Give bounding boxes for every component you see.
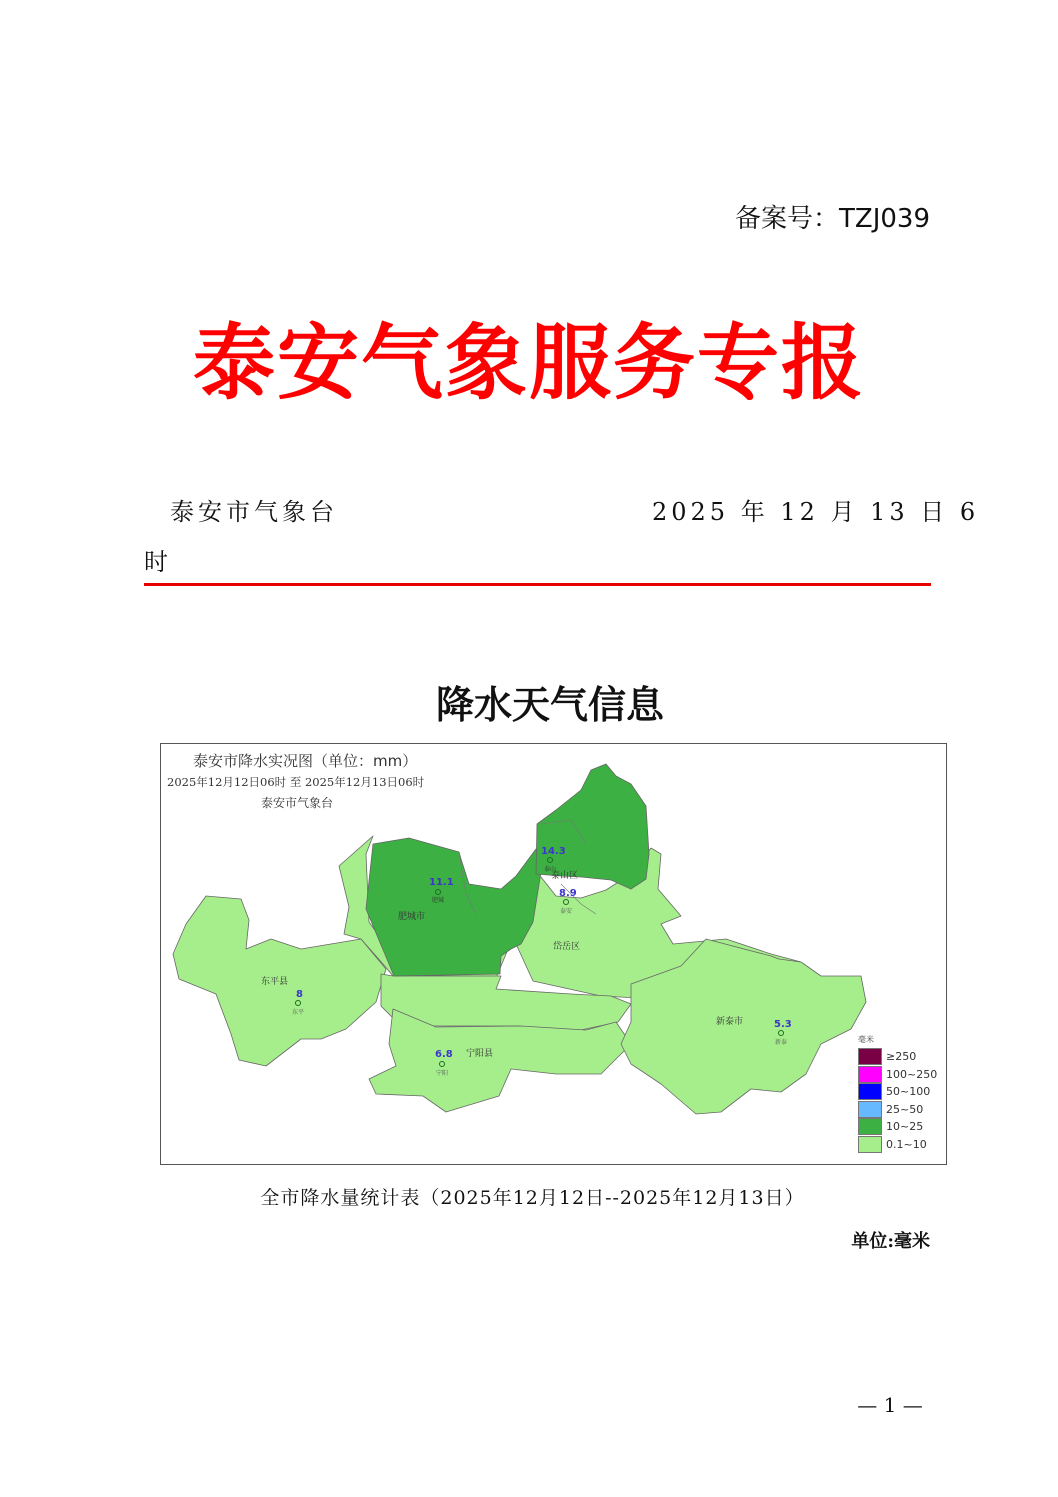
station-name-xintai: 新泰	[775, 1039, 788, 1046]
station-marker-ningyang	[440, 1062, 445, 1067]
legend-item	[858, 1136, 943, 1154]
station-marker-daiyue	[564, 900, 569, 905]
legend-swatch	[858, 1066, 882, 1083]
station-name-daiyue: 泰安	[560, 908, 573, 915]
station-value-ningyang: 6.8	[435, 1049, 453, 1060]
station-value-taishan: 14.3	[541, 846, 566, 857]
legend-label: 100~250	[886, 1067, 938, 1081]
legend-label: 25~50	[886, 1102, 924, 1116]
legend-label: 10~25	[886, 1120, 924, 1134]
station-marker-xintai	[779, 1031, 784, 1036]
legend-item	[858, 1118, 943, 1136]
station-value-feicheng: 11.1	[429, 877, 454, 888]
county-name-dongping: 东平县	[261, 977, 289, 987]
county-name-ningyang: 宁阳县	[466, 1049, 494, 1059]
legend-title: 毫米	[858, 1035, 874, 1044]
map-agency: 泰安市气象台	[261, 796, 334, 810]
legend-label: 0.1~10	[886, 1137, 927, 1151]
station-name-taishan: 泰山	[544, 866, 557, 873]
legend-item	[858, 1066, 943, 1084]
station-name-ningyang: 宁阳	[436, 1070, 449, 1077]
station-marker-taishan	[548, 858, 553, 863]
legend-label: ≥250	[886, 1050, 917, 1064]
legend-swatch	[858, 1083, 882, 1100]
issuer-name: 泰安市气象台	[170, 498, 338, 526]
stats-table-title: 全市降水量统计表（2025年12月12日--2025年12月13日）	[260, 1187, 805, 1209]
station-value-xintai: 5.3	[774, 1019, 792, 1030]
record-number: 备案号：TZJ039	[735, 204, 930, 234]
map-labels	[161, 744, 946, 1164]
issue-date-continuation: 时	[144, 548, 168, 576]
legend-swatch	[858, 1101, 882, 1118]
county-name-daiyue: 岱岳区	[553, 942, 581, 952]
page-number: — 1 —	[857, 1393, 923, 1417]
legend-swatch	[858, 1118, 882, 1135]
county-name-feicheng: 肥城市	[398, 912, 426, 922]
county-name-taishan: 泰山区	[551, 871, 579, 881]
station-value-dongping: 8	[296, 989, 303, 1000]
station-marker-dongping	[296, 1001, 301, 1006]
legend-item	[858, 1048, 943, 1066]
map-period: 2025年12月12日06时 至 2025年12月13日06时	[167, 775, 425, 789]
station-value-daiyue: 8.9	[559, 888, 577, 899]
station-name-feicheng: 肥城	[432, 897, 445, 904]
masthead-title: 泰安气象服务专报	[192, 315, 865, 411]
red-divider	[144, 583, 931, 586]
station-marker-feicheng	[436, 890, 441, 895]
legend-label: 50~100	[886, 1085, 931, 1099]
legend-swatch	[858, 1136, 882, 1153]
map-title: 泰安市降水实况图（单位：mm）	[193, 752, 418, 770]
stats-unit: 单位:毫米	[851, 1231, 930, 1252]
issue-date: 2025 年 12 月 13 日 6	[652, 498, 980, 526]
legend-item	[858, 1101, 943, 1119]
legend-swatch	[858, 1048, 882, 1065]
county-name-xintai: 新泰市	[716, 1017, 744, 1027]
legend-item	[858, 1083, 943, 1101]
station-name-dongping: 东平	[292, 1009, 305, 1016]
precipitation-map	[160, 743, 947, 1165]
section-title: 降水天气信息	[435, 682, 664, 727]
map-legend	[858, 1034, 943, 1153]
